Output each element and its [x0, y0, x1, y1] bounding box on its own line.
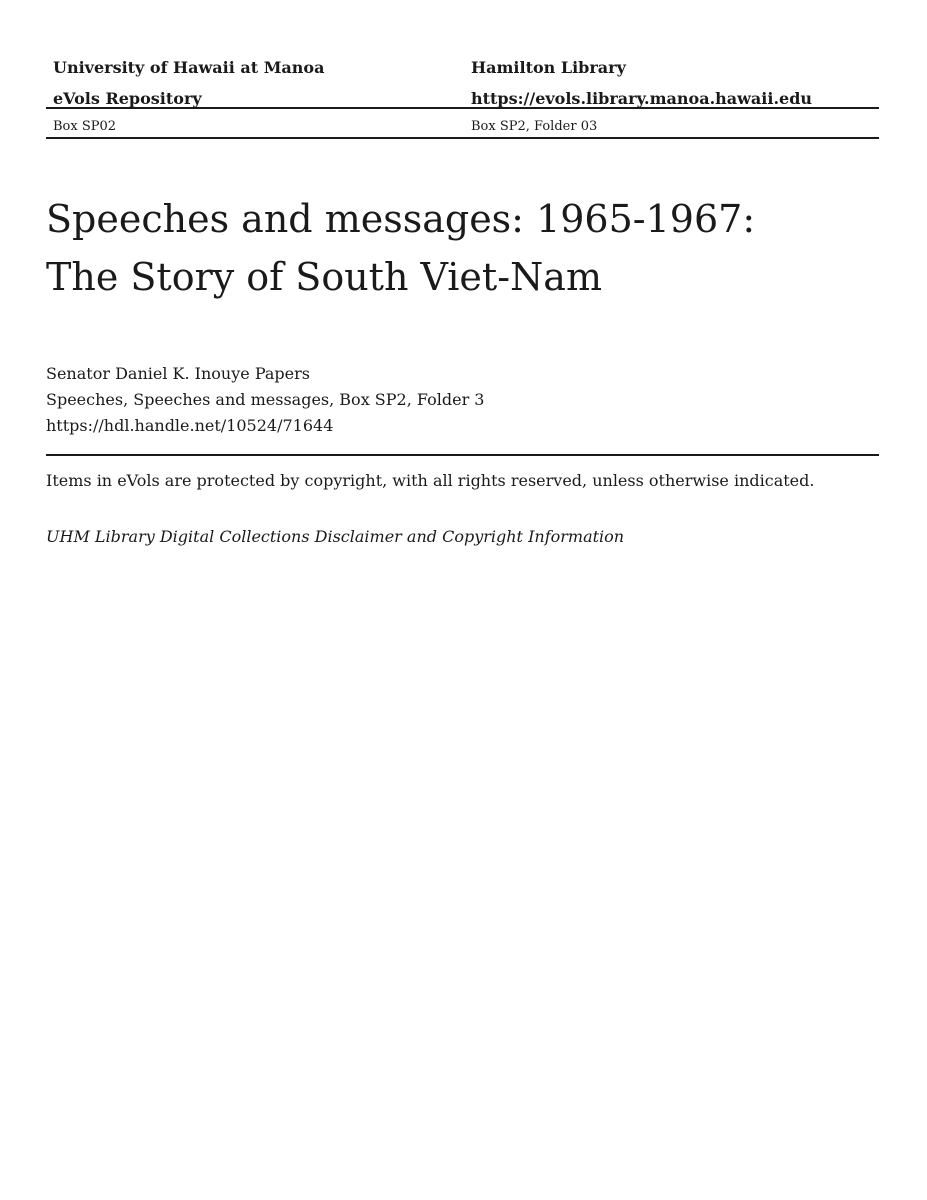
collection-name: Senator Daniel K. Inouye Papers: [46, 364, 310, 383]
document-title: [46, 190, 879, 306]
document-title-line-2: The Story of South Viet-Nam: [46, 255, 602, 299]
box-label-right: Box SP2, Folder 03: [471, 119, 598, 134]
series-info: Speeches, Speeches and messages, Box SP2, Folder 3: [46, 390, 485, 409]
header-row-2: [46, 83, 879, 114]
header-row-1: [46, 52, 879, 83]
metadata-divider: [46, 454, 879, 456]
document-title-line-1: Speeches and messages: 1965-1967:: [46, 197, 756, 241]
handle-link[interactable]: https://hdl.handle.net/10524/71644: [46, 416, 334, 435]
header-table: [46, 52, 879, 114]
header-divider-bottom: [46, 137, 879, 139]
copyright-notice: Items in eVols are protected by copyright, with all rights reserved, unless otherwise indicated.: [46, 471, 815, 490]
disclaimer-link[interactable]: UHM Library Digital Collections Disclaimer and Copyright Information: [46, 527, 625, 546]
header-divider-top: [46, 107, 879, 109]
institution-name: University of Hawaii at Manoa: [53, 58, 325, 77]
repository-name: eVols Repository: [53, 89, 202, 108]
repository-url-link[interactable]: https://evols.library.manoa.hawaii.edu: [471, 89, 813, 108]
document-metadata: [46, 361, 879, 439]
box-label-left: Box SP02: [53, 119, 117, 134]
library-name: Hamilton Library: [471, 58, 626, 77]
